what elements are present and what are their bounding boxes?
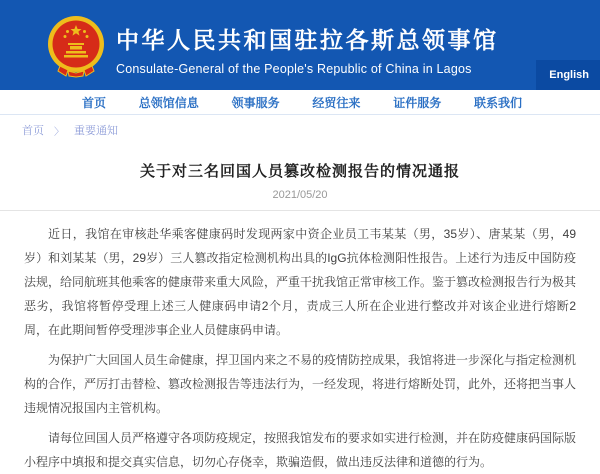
main-nav	[0, 90, 600, 115]
site-header	[0, 0, 600, 90]
breadcrumb-home[interactable]: 首页	[22, 125, 44, 137]
article-paragraph: 请每位回国人员严格遵守各项防疫规定，按照我馆发布的要求如实进行检测，并在防疫健康码国际版小程序中填报和提交真实信息，切勿心存侥幸，欺骗造假，做出违反法律和道德的行为。	[24, 431, 577, 469]
nav-item-document-services[interactable]: 证件服务	[393, 95, 442, 110]
article-header	[0, 145, 600, 211]
breadcrumb-separator-icon: 〉	[54, 126, 64, 138]
nav-item-consular-services[interactable]: 领事服务	[231, 95, 280, 110]
article-title: 关于对三名回国人员篡改检测报告的情况通报	[139, 164, 460, 180]
article-paragraph: 为保护广大回国人员生命健康，捍卫国内来之不易的疫情防控成果，我馆将进一步深化与指定检测机构的合作，严厉打击替检、篡改检测报告等违法行为，一经发现，将进行熔断处罚，此外，还将把当事人违规情况报国内主管机构。	[24, 353, 577, 415]
breadcrumb-current[interactable]: 重要通知	[74, 125, 118, 137]
site-title-english: Consulate-General of the People's Republic of China in Lagos	[116, 62, 472, 76]
article-paragraph: 近日，我馆在审核赴华乘客健康码时发现两家中资企业员工韦某某（男，35岁）、唐某某（男，49岁）和刘某某（男，29岁）三人篡改指定检测机构出具的IgG抗体检测阳性报告。上述行为违反中国防疫法规，给同航班其他乘客的健康带来重大风险，严重干扰我馆正常审核工作。鉴于篡改检测报告行为极其恶劣，我馆将暂停受理上述三人健康码申请2个月，责成三人所在企业进行整改并对该企业进行熔断2周，在此期间暂停受理涉事企业人员健康码申请。	[24, 227, 577, 337]
article-date: 2021/05/20	[272, 189, 328, 201]
site-title-chinese: 中华人民共和国驻拉各斯总领事馆	[116, 27, 499, 53]
nav-item-consulate-info[interactable]: 总领馆信息	[138, 95, 199, 110]
header-titles	[116, 22, 499, 76]
nav-item-contact-us[interactable]: 联系我们	[473, 95, 522, 110]
national-emblem-icon	[46, 14, 106, 78]
english-language-link[interactable]	[536, 60, 600, 90]
nav-item-home[interactable]: 首页	[82, 95, 107, 110]
breadcrumb	[0, 115, 600, 145]
article-body	[0, 211, 600, 474]
english-language-label: English	[549, 69, 589, 81]
nav-item-economic-trade[interactable]: 经贸往来	[312, 95, 361, 110]
